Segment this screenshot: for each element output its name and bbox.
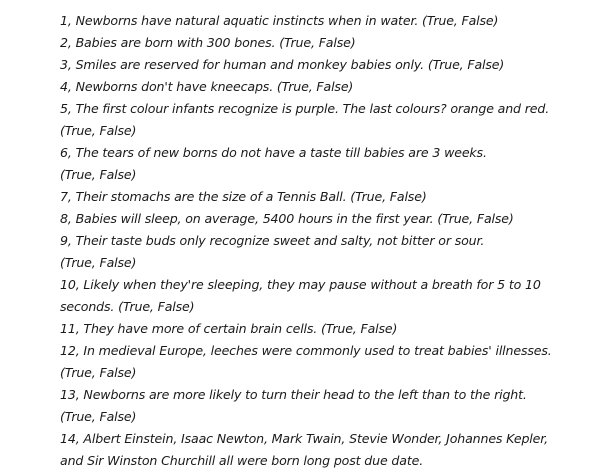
question-3-line: 3, Smiles are reserved for human and monkey babies only. (True, False) <box>60 57 505 72</box>
question-13-options: (True, False) <box>60 409 137 424</box>
question-2-line: 2, Babies are born with 300 bones. (True, False) <box>60 35 356 50</box>
question-6-line: 6, The tears of new borns do not have a taste till babies are 3 weeks. <box>60 145 487 160</box>
question-10-continuation: seconds. (True, False) <box>60 299 195 314</box>
question-11-line: 11, They have more of certain brain cells. (True, False) <box>60 321 398 336</box>
question-7-line: 7, Their stomachs are the size of a Tennis Ball. (True, False) <box>60 189 427 204</box>
question-6-options: (True, False) <box>60 167 137 182</box>
question-14-continuation: and Sir Winston Churchill all were born long post due date. <box>60 453 424 468</box>
question-1-line: 1, Newborns have natural aquatic instincts when in water. (True, False) <box>60 13 499 28</box>
quiz-document <box>60 10 608 472</box>
question-12-line: 12, In medieval Europe, leeches were commonly used to treat babies' illnesses. <box>60 343 552 358</box>
question-5-line: 5, The first colour infants recognize is purple. The last colours? orange and red. <box>60 101 550 116</box>
question-13-line: 13, Newborns are more likely to turn their head to the left than to the right. <box>60 387 527 402</box>
question-10-line: 10, Likely when they're sleeping, they may pause without a breath for 5 to 10 <box>60 277 541 292</box>
question-8-line: 8, Babies will sleep, on average, 5400 hours in the first year. (True, False) <box>60 211 514 226</box>
question-4-line: 4, Newborns don't have kneecaps. (True, False) <box>60 79 354 94</box>
question-5-options: (True, False) <box>60 123 137 138</box>
question-9-line: 9, Their taste buds only recognize sweet and salty, not bitter or sour. <box>60 233 485 248</box>
question-14-line: 14, Albert Einstein, Isaac Newton, Mark Twain, Stevie Wonder, Johannes Kepler, <box>60 431 548 446</box>
question-9-options: (True, False) <box>60 255 137 270</box>
question-12-options: (True, False) <box>60 365 137 380</box>
